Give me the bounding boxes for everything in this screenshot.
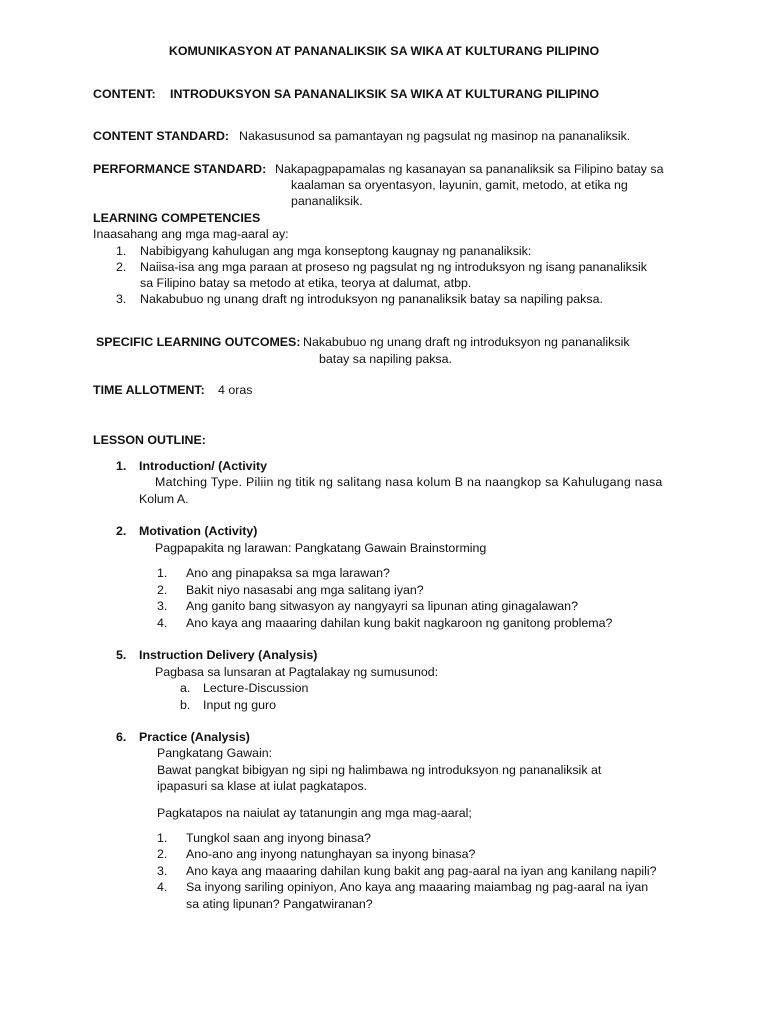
section-number: 6. [116,730,127,744]
content-label: CONTENT: [93,87,156,101]
section-description: Pagpapakita ng larawan: Pangkatang Gawain Brainstorming [155,541,487,555]
question-number: 3. [157,599,168,613]
section-title: Instruction Delivery (Analysis) [139,648,318,662]
section-description: Pagbasa sa lunsaran at Pagtalakay ng sumusunod: [155,665,439,679]
competency-number: 3. [116,292,127,306]
question-text-continued: sa ating lipunan? Pangatwiranan? [186,897,373,911]
section-number: 5. [116,648,127,662]
document-title: KOMUNIKASYON AT PANANALIKSIK SA WIKA AT KULTURANG PILIPINO [168,44,600,58]
specific-outcomes-line: batay sa napiling paksa. [319,352,452,366]
question-text: Sa inyong sariling opiniyon, Ano kaya ang maaaring maiambag ng pag-aaral na iyan [186,880,649,894]
performance-standard-label: PERFORMANCE STANDARD: [93,162,267,176]
section-description: Kolum A. [139,492,189,506]
question-number: 2. [157,583,168,597]
question-number: 1. [157,831,168,845]
competency-text: Nakabubuo ng unang draft ng introduksyon ng pananaliksik batay sa napiling paksa. [140,292,603,306]
competency-text: Nabibigyang kahulugan ang mga konseptong kaugnay ng pananaliksik: [140,244,532,258]
item-letter: a. [180,681,191,695]
section-title: Motivation (Activity) [139,524,258,538]
question-text: Ano ang pinapaksa sa mga larawan? [186,566,390,580]
question-text: Ano kaya ang maaaring dahilan kung bakit nagkaroon ng ganitong problema? [186,616,613,630]
section-title: Introduction/ (Activity [139,459,268,473]
learning-competencies-intro: Inaasahang ang mga mag-aaral ay: [93,227,289,241]
question-text: Bakit niyo nasasabi ang mga salitang iyan? [186,583,424,597]
content-value: INTRODUKSYON SA PANANALIKSIK SA WIKA AT KULTURANG PILIPINO [170,87,600,101]
question-number: 1. [157,566,168,580]
item-letter: b. [180,698,191,712]
content-standard-value: Nakasusunod sa pamantayan ng pagsulat ng masinop na pananaliksik. [239,129,631,143]
specific-outcomes-line: Nakabubuo ng unang draft ng introduksyon ng pananaliksik [303,335,630,349]
section-description: Pangkatang Gawain: [157,746,273,760]
section-number: 2. [116,524,127,538]
question-text: Tungkol saan ang inyong binasa? [186,831,371,845]
learning-competencies-heading: LEARNING COMPETENCIES [93,211,261,225]
competency-text: Naiisa-isa ang mga paraan at proseso ng pagsulat ng ng introduksyon ng isang pananaliksik [140,260,647,274]
competency-number: 1. [116,244,127,258]
question-text: Ang ganito bang sitwasyon ay nangyayri sa lipunan ating ginagalawan? [186,599,578,613]
question-number: 2. [157,847,168,861]
section-description: ipapasuri sa klase at iulat pagkatapos. [157,779,368,793]
section-title: Practice (Analysis) [139,730,250,744]
section-description: Matching Type. Piliin ng titik ng salitang nasa kolum B na naangkop sa Kahulugang nasa [155,475,663,489]
section-description: Pagkatapos na naiulat ay tatanungin ang mga mag-aaral; [157,806,472,820]
item-text: Input ng guro [203,698,277,712]
specific-outcomes-label: SPECIFIC LEARNING OUTCOMES: [96,335,301,349]
time-allotment-value: 4 oras [218,383,253,397]
question-text: Ano kaya ang maaaring dahilan kung bakit ang pag-aaral na iyan ang kanilang napili? [186,864,657,878]
performance-standard-line: Nakapagpapamalas ng kasanayan sa pananaliksik sa Filipino batay sa [275,162,664,176]
performance-standard-line: kaalaman sa oryentasyon, layunin, gamit, metodo, at etika ng [291,178,628,192]
performance-standard-line: pananaliksik. [291,194,363,208]
question-text: Ano-ano ang inyong natunghayan sa inyong binasa? [186,847,476,861]
question-number: 3. [157,864,168,878]
question-number: 4. [157,616,168,630]
competency-text: sa Filipino batay sa metodo at etika, teorya at dalumat, atbp. [140,276,472,290]
time-allotment-label: TIME ALLOTMENT: [93,383,205,397]
question-number: 4. [157,880,168,894]
section-description: Bawat pangkat bibigyan ng sipi ng halimbawa ng introduksyon ng pananaliksik at [157,763,602,777]
competency-number: 2. [116,260,127,274]
lesson-outline-heading: LESSON OUTLINE: [93,433,206,447]
content-standard-label: CONTENT STANDARD: [93,129,230,143]
section-number: 1. [116,459,127,473]
item-text: Lecture-Discussion [203,681,309,695]
